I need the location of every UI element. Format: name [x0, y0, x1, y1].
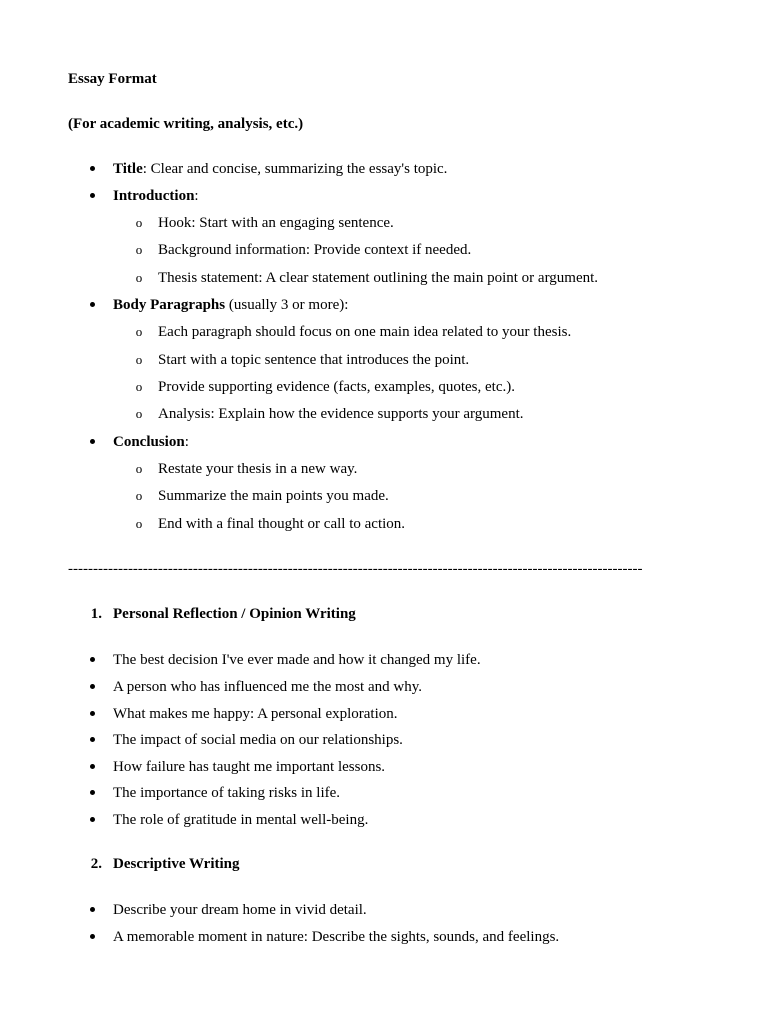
bullet-icon — [87, 187, 97, 205]
bullet-icon — [87, 651, 97, 669]
sub-item: Provide supporting evidence (facts, examples, quotes, etc.). — [158, 379, 515, 395]
section-title: Personal Reflection / Opinion Writing — [113, 606, 356, 622]
bullet-icon — [87, 811, 97, 829]
sub-bullet-icon: o — [135, 352, 143, 367]
document-subheading: (For academic writing, analysis, etc.) — [68, 116, 304, 132]
dashed-divider: ------------------------------------------------------------------------------------------------------------------- — [68, 561, 643, 577]
bullet-icon — [87, 758, 97, 776]
list-item: The best decision I've ever made and how it changed my life. — [113, 652, 481, 668]
sub-bullet-icon: o — [135, 270, 143, 285]
format-item-title — [113, 160, 447, 178]
bullet-icon — [87, 433, 97, 451]
bullet-icon — [87, 705, 97, 723]
sub-item: End with a final thought or call to action. — [158, 516, 406, 532]
format-item-label: Conclusion — [113, 434, 185, 450]
list-item: Describe your dream home in vivid detail. — [113, 902, 367, 918]
list-item: What makes me happy: A personal exploration. — [113, 706, 398, 722]
format-item-text: : — [184, 434, 189, 450]
section-title: Descriptive Writing — [113, 856, 240, 872]
sub-item: Hook: Start with an engaging sentence. — [158, 215, 394, 231]
format-item-introduction — [113, 187, 199, 205]
sub-item: Background information: Provide context if needed. — [158, 242, 472, 258]
list-item: The impact of social media on our relationships. — [113, 732, 403, 748]
format-item-conclusion — [113, 433, 189, 451]
sub-item: Thesis statement: A clear statement outlining the main point or argument. — [158, 270, 599, 286]
section-number: 1. — [90, 606, 102, 622]
format-item-label: Introduction — [113, 188, 195, 204]
sub-item: Each paragraph should focus on one main idea related to your thesis. — [158, 324, 572, 340]
sub-bullet-icon: o — [135, 324, 143, 339]
bullet-icon — [87, 731, 97, 749]
list-item: A memorable moment in nature: Describe the sights, sounds, and feelings. — [113, 929, 560, 945]
format-item-label: Body Paragraphs — [113, 297, 226, 313]
document-heading: Essay Format — [68, 71, 157, 87]
sub-bullet-icon: o — [135, 242, 143, 257]
format-item-text: (usually 3 or more): — [225, 297, 349, 313]
sub-bullet-icon: o — [135, 379, 143, 394]
sub-item: Analysis: Explain how the evidence supports your argument. — [158, 406, 524, 422]
bullet-icon — [87, 160, 97, 178]
sub-bullet-icon: o — [135, 461, 143, 476]
sub-bullet-icon: o — [135, 516, 143, 531]
sub-item: Summarize the main points you made. — [158, 488, 389, 504]
format-item-label: Title — [113, 161, 143, 177]
list-item: The importance of taking risks in life. — [113, 785, 341, 801]
format-item-text: : — [194, 188, 199, 204]
sub-item: Restate your thesis in a new way. — [158, 461, 358, 477]
format-item-body-paragraphs — [113, 296, 348, 314]
bullet-icon — [87, 928, 97, 946]
bullet-icon — [87, 784, 97, 802]
bullet-icon — [87, 296, 97, 314]
format-item-text: : Clear and concise, summarizing the essay's topic. — [142, 161, 448, 177]
list-item: The role of gratitude in mental well-being. — [113, 812, 369, 828]
bullet-icon — [87, 678, 97, 696]
sub-bullet-icon: o — [135, 406, 143, 421]
sub-bullet-icon: o — [135, 215, 143, 230]
list-item: A person who has influenced me the most and why. — [113, 679, 422, 695]
sub-item: Start with a topic sentence that introduces the point. — [158, 352, 470, 368]
sub-bullet-icon: o — [135, 488, 143, 503]
bullet-icon — [87, 901, 97, 919]
list-item: How failure has taught me important lessons. — [113, 759, 386, 775]
section-number: 2. — [90, 856, 102, 872]
